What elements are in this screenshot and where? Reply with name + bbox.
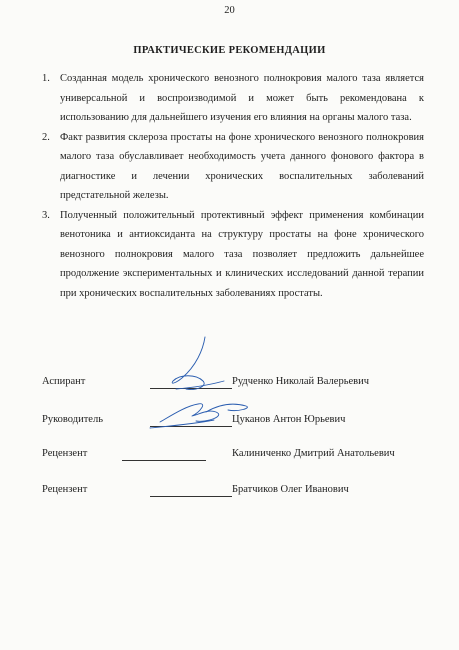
recommendations-list — [42, 69, 424, 303]
recommendation-item — [42, 206, 424, 304]
recommendation-item — [42, 128, 424, 206]
signature-line — [150, 388, 232, 389]
signatory-name: Цуканов Антон Юрьевич — [232, 414, 346, 425]
signature-row-aspirant — [42, 376, 422, 392]
recommendation-text: Полученный положительный протективный эффект применения комбинации венотоника и антиоксиданта на структуру простаты на фоне хронического венозного полнокровия малого таза позволяет предложить дальнейшее продолжение экспериментальных и клинических исследований данной терапии при хронических воспалительных заболеваниях простаты. — [60, 209, 424, 299]
recommendation-number: 3. — [42, 209, 50, 221]
signature-row-reviewer-2 — [42, 484, 422, 500]
recommendation-text: Созданная модель хронического венозного полнокровия малого таза является универсальной и воспроизводимой и может быть рекомендована к использованию для дальнейшего изучения его влияния на органы малого таза. — [60, 73, 424, 123]
recommendation-number: 1. — [42, 73, 50, 84]
page-number: 20 — [224, 5, 235, 16]
section-heading: ПРАКТИЧЕСКИЕ РЕКОМЕНДАЦИИ — [133, 45, 326, 56]
signature-line — [122, 460, 206, 461]
signature-role: Аспирант — [42, 376, 86, 387]
signatory-name: Калиниченко Дмитрий Анатольевич — [232, 448, 395, 459]
signature-row-supervisor — [42, 414, 422, 430]
signature-role: Рецензент — [42, 484, 88, 495]
signature-row-reviewer-1 — [42, 448, 422, 464]
signature-role: Рецензент — [42, 448, 88, 459]
recommendation-number: 2. — [42, 131, 50, 143]
recommendation-text: Факт развития склероза простаты на фоне хронического венозного полнокровия малого таза обуславливает необходимость учета данного фонового фактора в диагностике и лечении хронических воспалительных заболеваний предстательной железы. — [60, 131, 424, 201]
signature-role: Руководитель — [42, 414, 103, 425]
signatory-name: Рудченко Николай Валерьевич — [232, 376, 370, 387]
recommendation-item — [42, 69, 424, 128]
signatory-name: Братчиков Олег Иванович — [232, 484, 349, 495]
signature-line — [150, 426, 232, 427]
signature-line — [150, 496, 232, 497]
supervisor-signature-loops — [206, 404, 247, 412]
